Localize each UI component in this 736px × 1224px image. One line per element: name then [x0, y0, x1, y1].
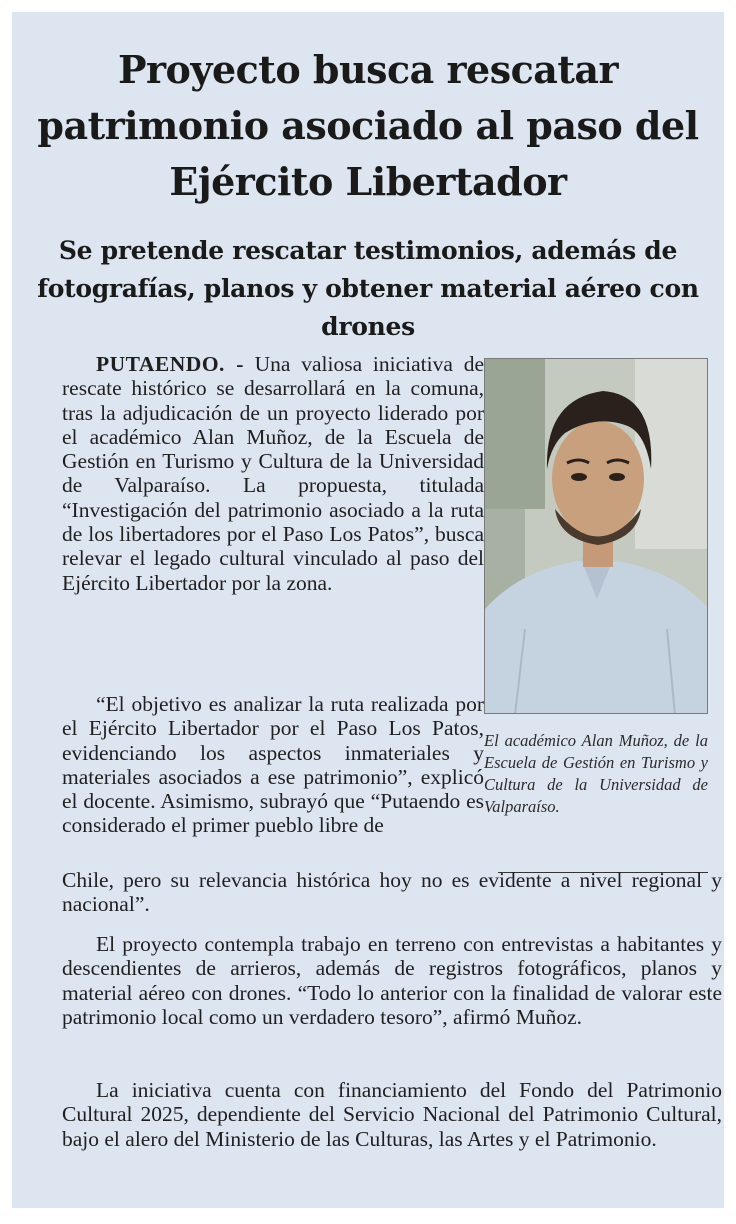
- paragraph-2-part-1: “El objetivo es analizar la ruta realizada por el Ejército Libertador por el Paso Los Patos, evidenciando los aspectos inmateriales y materiales asociados a ese patrimonio”, explicó el docente. Asimismo, subrayó que “Putaendo es considerado el primer pueblo libre de: [62, 692, 484, 838]
- dateline: PUTAENDO. -: [96, 352, 244, 376]
- headline: Proyecto busca rescatar patrimonio asociado al paso del Ejército Libertador: [37, 47, 699, 204]
- paragraph-4: La iniciativa cuenta con financiamiento del Fondo del Patrimonio Cultural 2025, dependiente del Servicio Nacional del Patrimonio Cultural, bajo el alero del Ministerio de las Culturas, las Artes y el Patrimonio.: [62, 1078, 722, 1151]
- paragraph-1-text: Una valiosa iniciativa de rescate histórico se desarrollará en la comuna, tras la adjudicación de un proyecto liderado por el académico Alan Muñoz, de la Escuela de Gestión en Turismo y Cultura de la Universidad de Valparaíso. La propuesta, titulada “Investigación del patrimonio asociado a la ruta de los libertadores por el Paso Los Patos”, busca relevar el legado cultural vinculado al paso del Ejército Libertador por la zona.: [62, 352, 484, 595]
- paragraph-2-part-2: Chile, pero su relevancia histórica hoy no es evidente a nivel regional y nacional”.: [62, 868, 722, 917]
- newspaper-clipping: [12, 12, 724, 1208]
- portrait-illustration: [485, 359, 708, 714]
- photo-caption: El académico Alan Muñoz, de la Escuela de Gestión en Turismo y Cultura de la Universidad de Valparaíso.: [484, 731, 708, 816]
- portrait-photo: [484, 358, 708, 714]
- subheadline: Se pretende rescatar testimonios, además de fotografías, planos y obtener material aéreo con drones: [37, 236, 699, 341]
- paragraph-1: [62, 352, 484, 595]
- paragraph-3: El proyecto contempla trabajo en terreno con entrevistas a habitantes y descendientes de arrieros, además de registros fotográficos, planos y material aéreo con drones. “Todo lo anterior con la finalidad de valorar este patrimonio local como un verdadero tesoro”, afirmó Muñoz.: [62, 932, 722, 1029]
